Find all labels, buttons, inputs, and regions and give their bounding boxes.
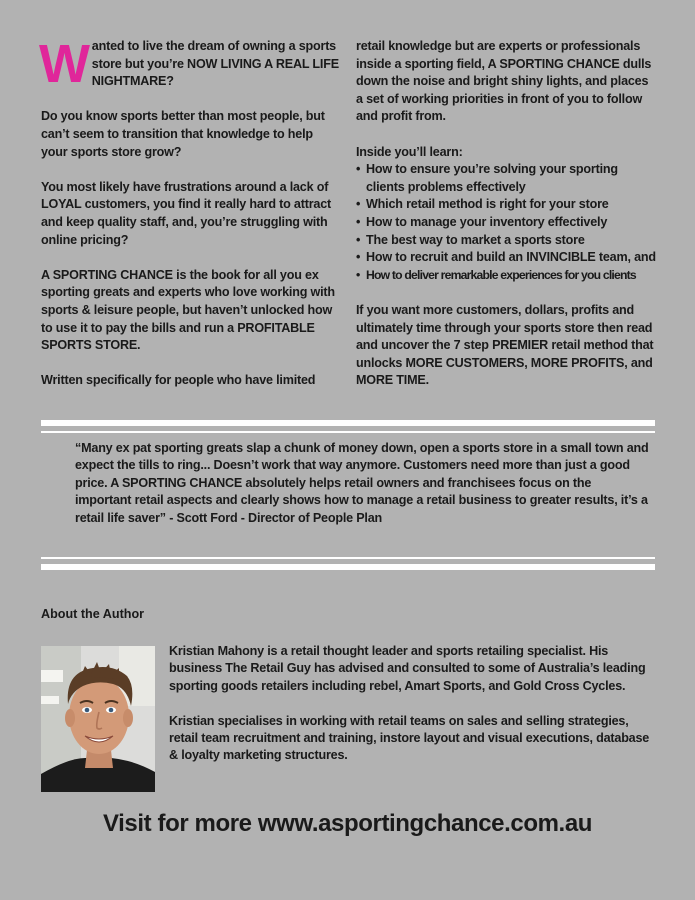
author-photo (41, 646, 155, 792)
bio-paragraph: Kristian specialises in working with retail teams on sales and selling strategies, retail team recruitment and training, instore layout and visual executions, database & loyalty marketing structures. (169, 713, 650, 763)
learn-item: • How to manage your inventory effectively (356, 214, 656, 232)
visit-website-banner: Visit for more www.asportingchance.com.au (102, 810, 593, 837)
author-bio (169, 643, 659, 782)
learn-item: • Which retail method is right for your store (356, 196, 656, 214)
learn-item: • How to ensure you’re solving your sporting clients problems effectively (356, 161, 656, 196)
learn-item: • How to deliver remarkable experiences for you clients (356, 267, 656, 285)
divider-bottom-thin (41, 557, 655, 559)
about-author-heading: About the Author (41, 607, 145, 621)
right-column (356, 38, 656, 407)
testimonial-quote: “Many ex pat sporting greats slap a chunk of money down, open a sports store in a small town and expect the tills to ring... Doesn’t work that way anymore. Customers need more than just a good price. A SPORTING CHANCE absolutely helps retail owners and franchisees focus on the important retail aspects and clearly shows how to manage a retail business to greater results, it’s a retail life saver” - Scott Ford - Director of People Plan (75, 441, 649, 525)
learn-item: • How to recruit and build an INVINCIBLE team, and (356, 249, 656, 267)
intro-paragraph (39, 34, 341, 94)
divider-top-thin (41, 431, 655, 433)
bio-paragraph: Kristian Mahony is a retail thought leader and sports retailing specialist. His business The Retail Guy has advised and consulted to some of Australia’s leading sporting goods retailers including rebel, Amart Sports, and Gold Cross Cycles. (169, 644, 646, 693)
divider-bottom-thick (41, 564, 655, 570)
paragraph-retail-knowledge: retail knowledge but are experts or professionals inside a sporting field, A SPORTING CHANCE dulls down the noise and bright shiny lights, and places a set of working priorities in front of you to follow and profit from. (356, 39, 652, 124)
divider-top-thick (41, 420, 655, 426)
paragraph-frustrations: You most likely have frustrations around a lack of LOYAL customers, you find it really hard to attract and keep quality staff, and, you’re struggling with online pricing? (41, 179, 332, 247)
paragraph-written-for: Written specifically for people who have limited (41, 373, 316, 388)
learn-item: • The best way to market a sports store (356, 232, 656, 250)
paragraph-knowledge: Do you know sports better than most people, but can’t seem to transition that knowledge to help your sports store grow? (41, 109, 325, 159)
drop-cap: W (39, 34, 90, 94)
left-column (39, 34, 341, 407)
paragraph-book-pitch: A SPORTING CHANCE is the book for all you ex sporting greats and experts who love working with sports & leisure people, but haven’t unlocked how to use it to pay the bills and run a PROFITABLE SPORTS STORE. (41, 267, 335, 353)
learn-heading: Inside you’ll learn: (356, 144, 463, 159)
intro-opening: anted to live the dream of owning a sports store but you’re NOW LIVING A REAL LIFE NIGHTMARE? (91, 39, 339, 89)
paragraph-closing: If you want more customers, dollars, profits and ultimately time through your sports store then read and uncover the 7 step PREMIER retail method that unlocks MORE CUSTOMERS, MORE PROFITS, and MORE TIME. (356, 302, 654, 388)
learn-list (356, 161, 656, 284)
